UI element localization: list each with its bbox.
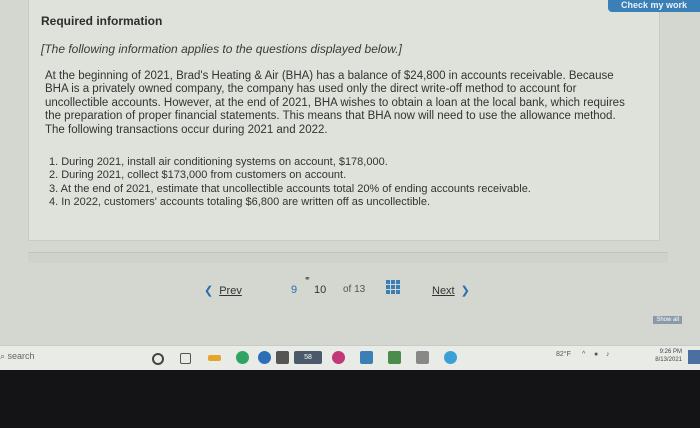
folder-icon[interactable] — [208, 355, 221, 361]
wifi-icon[interactable]: ● — [594, 351, 599, 358]
question-pager — [0, 270, 700, 304]
word-icon[interactable] — [360, 351, 373, 364]
list-item: 3. At the end of 2021, estimate that uncollectible accounts total 20% of ending accounts receivable. — [49, 182, 531, 195]
list-item: 1. During 2021, install air conditioning systems on account, $178,000. — [49, 156, 388, 168]
laptop-bezel — [0, 370, 700, 428]
system-clock[interactable] — [655, 348, 682, 364]
check-my-work-button[interactable]: Check my work — [608, 0, 700, 12]
search-label: search — [7, 351, 35, 361]
pager-divider — [28, 252, 668, 263]
list-item: 2. During 2021, collect $173,000 from customers on account. — [49, 169, 347, 182]
edge-icon[interactable] — [236, 351, 249, 364]
volume-icon[interactable]: ♪ — [606, 351, 610, 358]
transaction-list — [49, 156, 629, 210]
mail-badge[interactable]: 58 — [294, 351, 322, 364]
cortana-icon[interactable] — [152, 353, 164, 365]
page-number-prev[interactable]: 9 — [291, 284, 298, 296]
required-information-title: Required information — [41, 14, 163, 28]
clock-date: 8/13/2021 — [655, 357, 682, 363]
notification-icon[interactable] — [688, 350, 700, 364]
chrome-icon[interactable] — [258, 351, 271, 364]
clock-time: 9:26 PM — [659, 349, 682, 355]
excel-icon[interactable] — [388, 351, 401, 364]
page-number-current: 10 — [314, 284, 327, 296]
chevron-left-icon: ❮ — [204, 285, 214, 297]
next-button[interactable] — [432, 284, 470, 297]
app-icon[interactable] — [416, 351, 429, 364]
tray-chevron-up-icon[interactable]: ^ — [582, 351, 586, 358]
windows-taskbar — [0, 345, 700, 370]
chevron-right-icon: ❯ — [460, 285, 470, 297]
app-icon[interactable] — [332, 351, 345, 364]
weather-temperature[interactable]: 82°F — [556, 351, 571, 358]
taskbar-search[interactable]: ⌕ search — [0, 351, 35, 361]
link-icon: ⚭ — [304, 274, 311, 283]
info-subtitle: [The following information applies to the questions displayed below.] — [41, 42, 402, 56]
problem-paragraph: At the beginning of 2021, Brad's Heating & Air (BHA) has a balance of $24,800 in accounts receivable. Because BHA is a privately owned company, the company has used only the direct write-off method to account for uncollectible accounts. However, at the end of 2021, BHA wishes to obtain a loan at the local bank, which requires the preparation of proper financial statements. This means that BHA now will need to use the allowance method. The following transactions occur during 2021 and 2022. — [45, 70, 625, 136]
page-total: of 13 — [343, 284, 366, 295]
question-card — [28, 0, 660, 241]
prev-button[interactable] — [204, 284, 242, 297]
question-grid-icon[interactable] — [386, 280, 400, 294]
next-label: Next — [432, 285, 455, 297]
prev-label: Prev — [219, 285, 242, 297]
task-view-icon[interactable] — [180, 353, 191, 364]
list-item: 4. In 2022, customers' accounts totaling $6,800 are written off as uncollectible. — [49, 196, 431, 209]
show-all-button[interactable]: Show all — [653, 316, 682, 324]
store-icon[interactable] — [276, 351, 289, 364]
app-icon[interactable] — [444, 351, 457, 364]
